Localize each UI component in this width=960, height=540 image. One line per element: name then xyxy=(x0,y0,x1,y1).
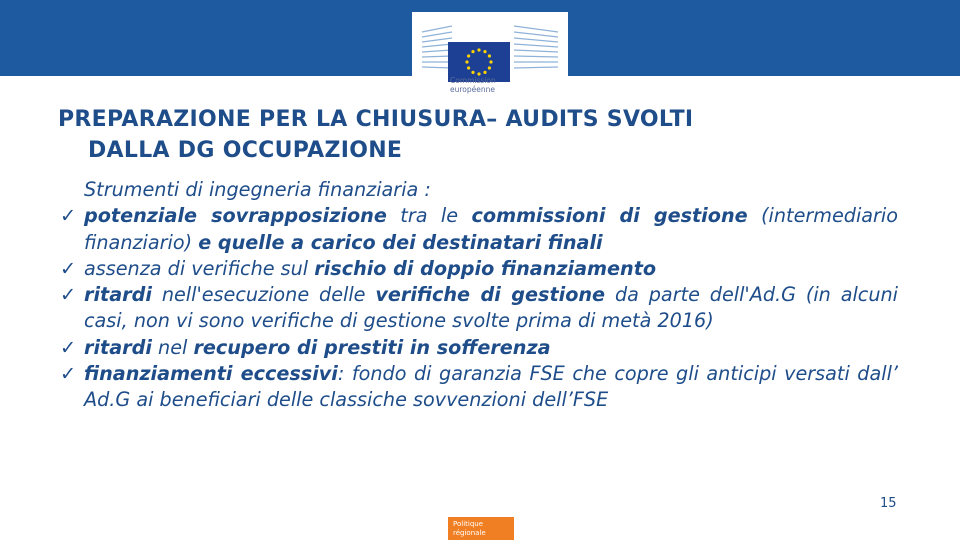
item-text-segment: nel xyxy=(151,335,194,359)
item-text-segment: commissioni di gestione xyxy=(471,204,748,228)
list-item xyxy=(60,203,898,256)
item-text-segment: finanziamenti eccessivi xyxy=(84,362,338,386)
list-item xyxy=(60,361,898,414)
title-line-1: PREPARAZIONE PER LA CHIUSURA– AUDITS SVOLTI xyxy=(58,107,694,132)
footer-tag: Politique régionale xyxy=(448,517,514,540)
item-text-segment: (intermediario finanziario) xyxy=(84,204,898,254)
item-text-segment: assenza di verifiche sul xyxy=(84,256,315,280)
slide-title xyxy=(58,104,918,166)
item-text-segment: : fondo di garanzia FSE che copre gli anticipi versati dall’ Ad.G ai beneficiari delle classiche sovvenzioni dell’FSE xyxy=(84,362,899,412)
item-text-segment: rischio di doppio finanziamento xyxy=(314,256,657,280)
bullet-content xyxy=(60,177,898,414)
check-icon: ✓ xyxy=(60,204,77,228)
page-number: 15 xyxy=(880,496,897,511)
item-text-segment: ritardi xyxy=(84,335,152,359)
list-item xyxy=(60,335,898,361)
check-icon: ✓ xyxy=(60,283,77,307)
ec-logo xyxy=(412,12,568,100)
check-icon: ✓ xyxy=(60,362,77,386)
item-text-segment: recupero di prestiti in sofferenza xyxy=(193,335,551,359)
item-text-segment: verifiche di gestione xyxy=(375,283,606,307)
title-line-2: DALLA DG OCCUPAZIONE xyxy=(88,138,403,163)
bullet-list xyxy=(60,203,898,413)
item-text-segment: nell'esecuzione delle xyxy=(151,283,376,307)
logo-text: Commission européenne xyxy=(450,76,496,94)
check-icon: ✓ xyxy=(60,335,77,359)
item-text-segment: potenziale sovrapposizione xyxy=(84,204,387,228)
item-text-segment: e quelle a carico dei destinatari finali xyxy=(198,230,603,254)
item-text-segment: tra le xyxy=(386,204,472,228)
intro-text: Strumenti di ingegneria finanziaria : xyxy=(84,178,431,201)
item-text-segment: ritardi xyxy=(84,283,152,307)
item-text-segment: da parte dell'Ad.G (in alcuni casi, non vi sono verifiche di gestione svolte prima di metà 2016) xyxy=(84,283,898,333)
list-item xyxy=(60,256,898,282)
list-item xyxy=(60,282,898,335)
check-icon: ✓ xyxy=(60,256,77,280)
